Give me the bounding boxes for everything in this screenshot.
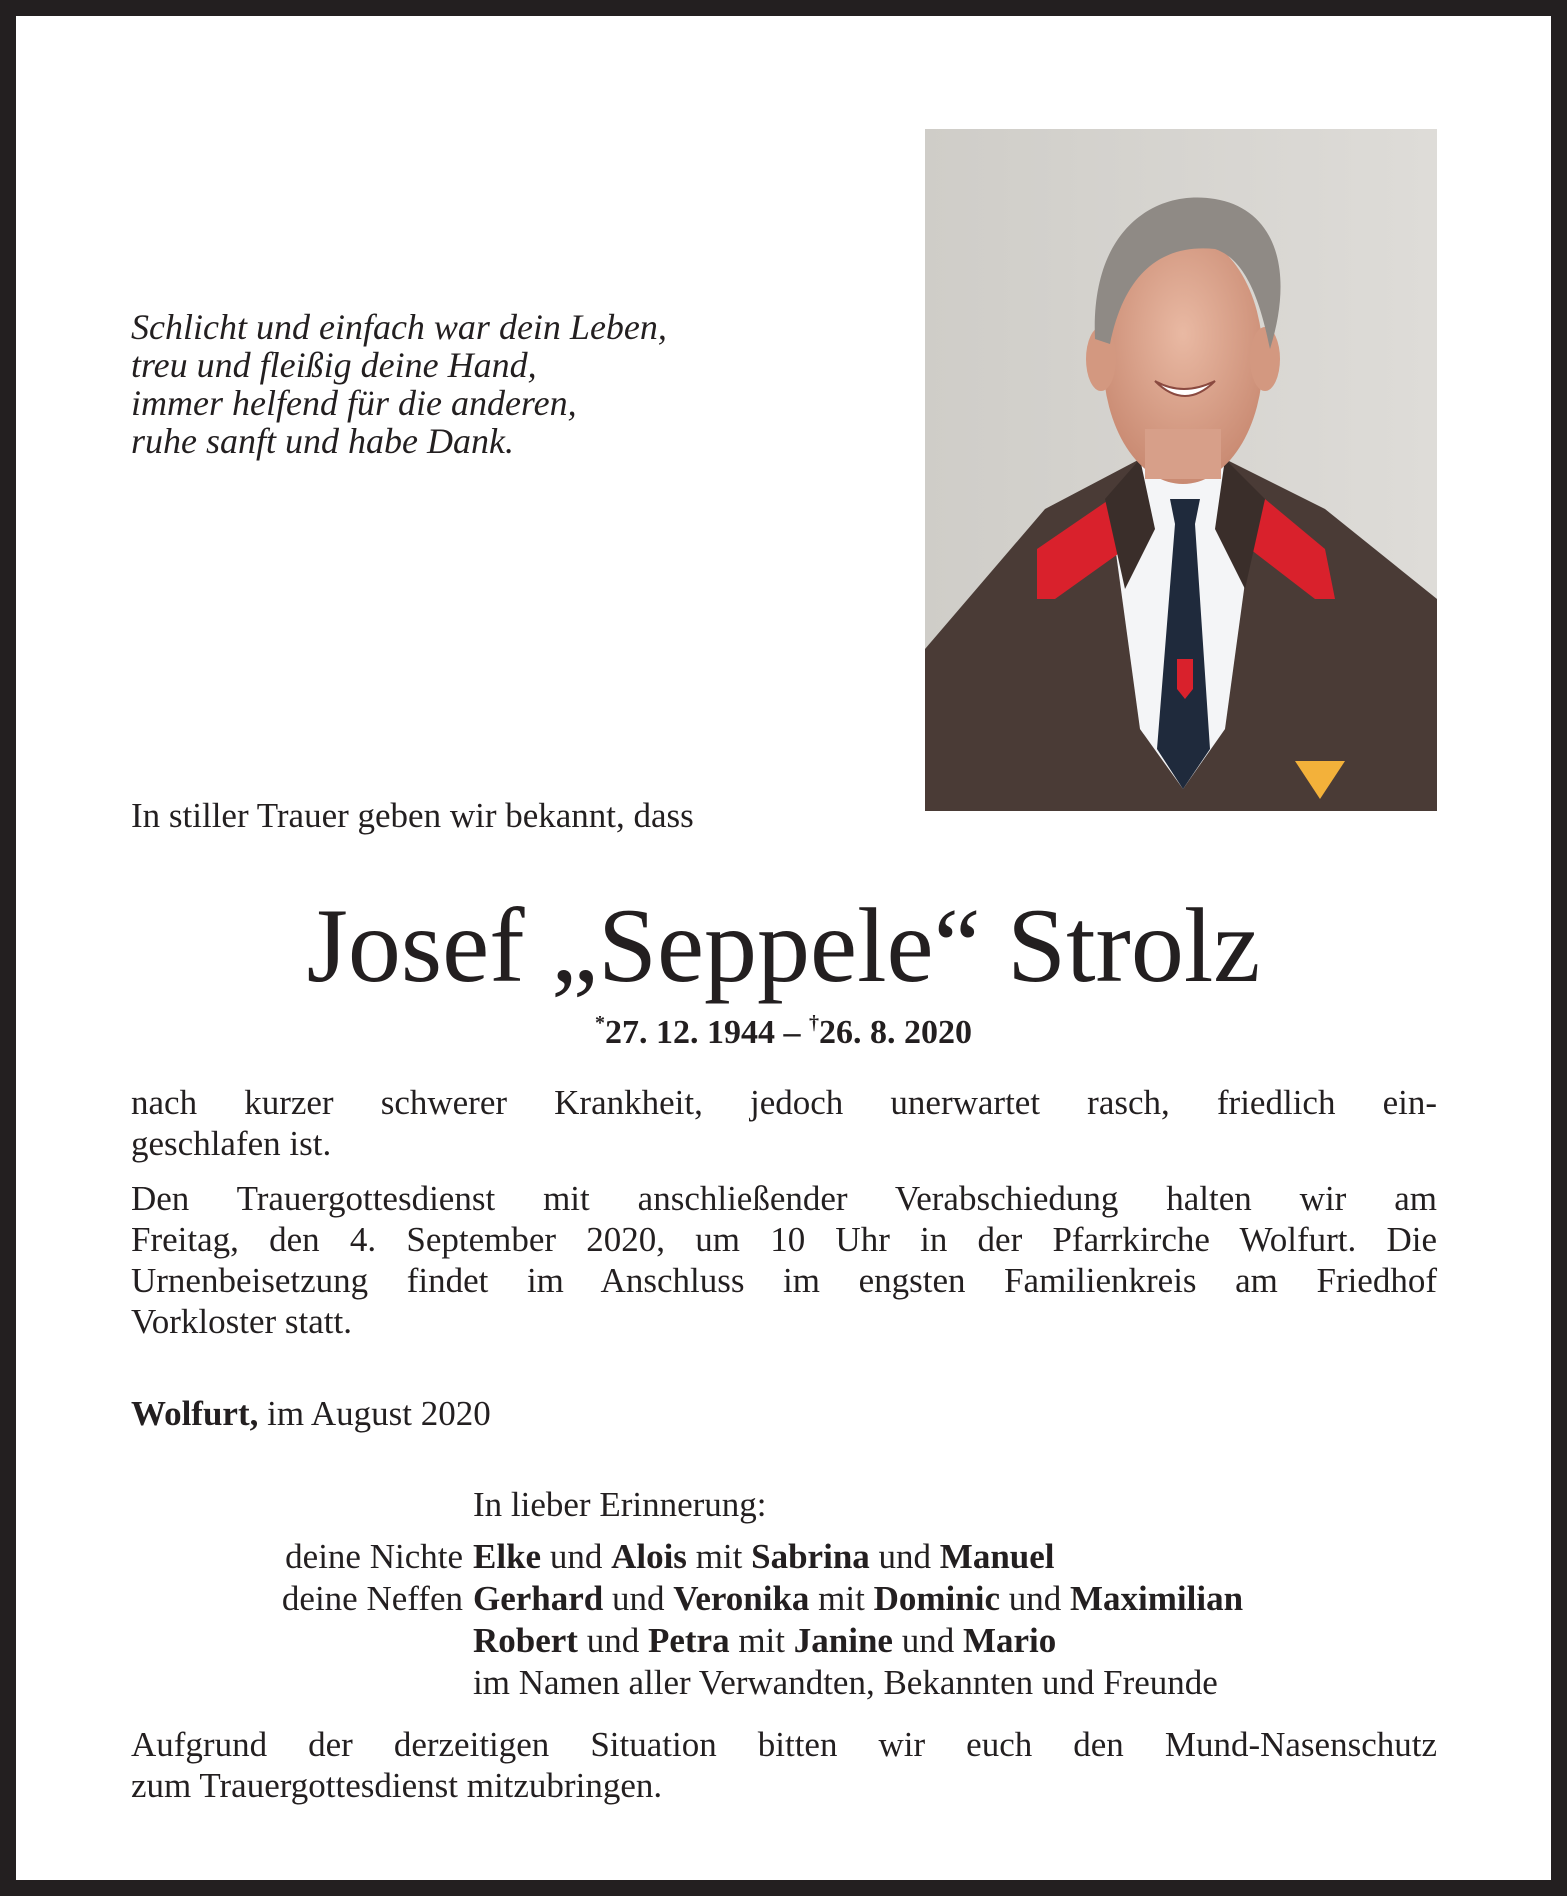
- text-line: Urnenbeisetzung findet im Anschluss im engsten Familienkreis am Friedhof: [131, 1261, 1437, 1300]
- mask-notice: [131, 1724, 1437, 1806]
- death-date: 26. 8. 2020: [819, 1014, 972, 1051]
- poem-line: immer helfend für die anderen,: [131, 383, 577, 423]
- nichte-row: deine Nichte Elke und Alois mit Sabrina und Manuel: [131, 1536, 1243, 1578]
- intro-text: In stiller Trauer geben wir bekannt, dass: [131, 796, 694, 835]
- text-line: zum Trauergottesdienst mitzubringen.: [131, 1766, 663, 1805]
- family-block: [131, 1484, 1243, 1704]
- family-closing: im Namen aller Verwandten, Bekannten und Freunde: [473, 1663, 1218, 1702]
- family-heading: In lieber Erinnerung:: [473, 1485, 767, 1524]
- portrait-photo: [925, 129, 1437, 811]
- text-line: Freitag, den 4. September 2020, um 10 Uhr in der Pfarrkirche Wolfurt. Die: [131, 1220, 1437, 1259]
- poem-line: ruhe sanft und habe Dank.: [131, 421, 514, 461]
- date: im August 2020: [258, 1394, 491, 1433]
- date-separator: –: [775, 1014, 809, 1051]
- poem-line: treu und fleißig deine Hand,: [131, 345, 537, 385]
- text-line: Aufgrund der derzeitigen Situation bitten wir euch den Mund-Nasenschutz: [131, 1725, 1437, 1764]
- place-date: [131, 1394, 491, 1434]
- relation-label: deine Nichte: [285, 1537, 463, 1576]
- poem-line: Schlicht und einfach war dein Leben,: [131, 307, 667, 347]
- relation-label: deine Neffen: [281, 1579, 463, 1618]
- birth-date: 27. 12. 1944: [605, 1014, 775, 1051]
- paragraph-death: [131, 1082, 1437, 1164]
- poem: [131, 308, 667, 460]
- birth-symbol: *: [595, 1012, 605, 1034]
- text-line: Vorkloster statt.: [131, 1302, 353, 1341]
- neffen-row: deine Neffen Gerhard und Veronika mit Dominic und Maximilian: [131, 1578, 1243, 1620]
- obituary-page: [16, 16, 1551, 1880]
- paragraph-funeral: [131, 1178, 1437, 1342]
- place: Wolfurt,: [131, 1394, 259, 1433]
- text-line: Den Trauergottesdienst mit anschließender Verabschiedung halten wir am: [131, 1179, 1437, 1218]
- text-line: geschlafen ist.: [131, 1124, 332, 1163]
- death-symbol: †: [809, 1012, 819, 1034]
- life-dates: [16, 1012, 1551, 1052]
- neffen-row-2: Robert und Petra mit Janine und Mario: [473, 1621, 1057, 1660]
- text-line: nach kurzer schwerer Krankheit, jedoch unerwartet rasch, friedlich ein-: [131, 1083, 1437, 1122]
- deceased-name: Josef „Seppele“ Strolz: [306, 887, 1261, 1004]
